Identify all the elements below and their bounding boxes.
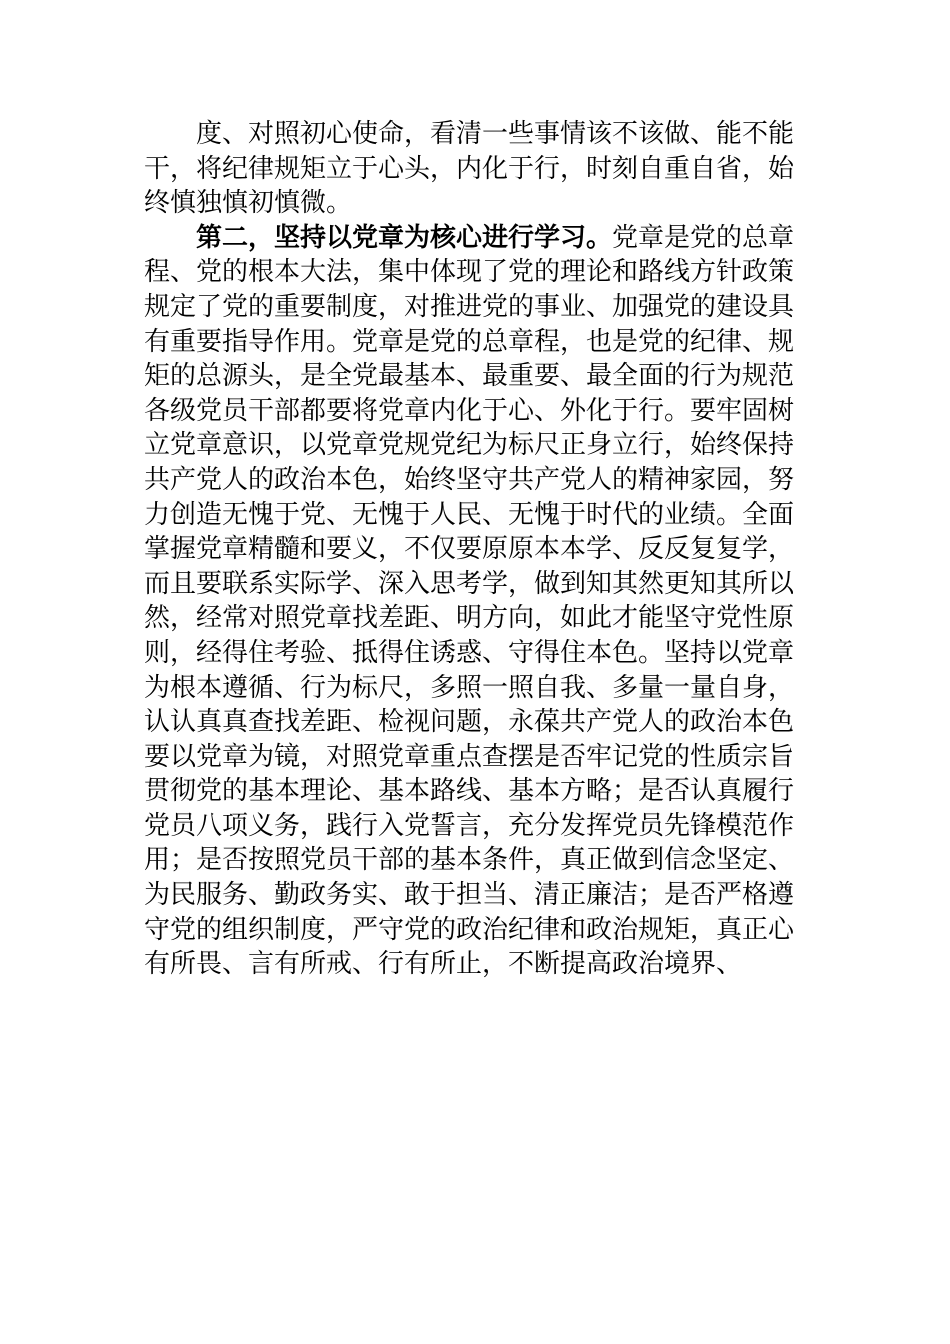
text-line: 立党章意识，以党章党规党纪为标尺正身立行，始终保持 bbox=[144, 430, 795, 461]
text-line: 党员八项义务，践行入党誓言，充分发挥党员先锋模范作 bbox=[144, 810, 795, 841]
text-line: 则，经得住考验、抵得住诱惑、守得住本色。坚持以党章 bbox=[144, 637, 795, 668]
text-line: 贯彻党的基本理论、基本路线、基本方略；是否认真履行 bbox=[144, 776, 795, 807]
text-line: 然，经常对照党章找差距、明方向，如此才能坚守党性原 bbox=[144, 603, 795, 634]
text-line: 为根本遵循、行为标尺，多照一照自我、多量一量自身， bbox=[144, 672, 795, 703]
text-line: 干，将纪律规矩立于心头，内化于行，时刻自重自省，始 bbox=[144, 153, 795, 184]
section-heading-line: 第二，坚持以党章为核心进行学习。党章是党的总章 bbox=[196, 222, 795, 253]
text-line: 为民服务、勤政务实、敢于担当、清正廉洁；是否严格遵 bbox=[144, 880, 795, 911]
text-line: 有重要指导作用。党章是党的总章程，也是党的纪律、规 bbox=[144, 326, 795, 357]
text-line: 各级党员干部都要将党章内化于心、外化于行。要牢固树 bbox=[144, 395, 795, 426]
text-line: 终慎独慎初慎微。 bbox=[144, 188, 353, 219]
text-line: 掌握党章精髓和要义，不仅要原原本本学、反反复复学， bbox=[144, 534, 795, 565]
section-heading: 第二，坚持以党章为核心进行学习。 bbox=[196, 222, 613, 253]
text-line: 守党的组织制度，严守党的政治纪律和政治规矩，真正心 bbox=[144, 914, 795, 945]
text-line: 规定了党的重要制度，对推进党的事业、加强党的建设具 bbox=[144, 291, 795, 322]
text-line: 认认真真查找差距、检视问题，永葆共产党人的政治本色 bbox=[144, 707, 795, 738]
text-line: 而且要联系实际学、深入思考学，做到知其然更知其所以 bbox=[144, 568, 795, 599]
text-line: 矩的总源头，是全党最基本、最重要、最全面的行为规范 bbox=[144, 361, 795, 392]
text-line: 要以党章为镜，对照党章重点查摆是否牢记党的性质宗旨 bbox=[144, 741, 795, 772]
text-line: 共产党人的政治本色，始终坚守共产党人的精神家园，努 bbox=[144, 464, 795, 495]
text-line: 用；是否按照党员干部的基本条件，真正做到信念坚定、 bbox=[144, 845, 795, 876]
text-line: 度、对照初心使命，看清一些事情该不该做、能不能 bbox=[196, 119, 795, 149]
text-line: 程、党的根本大法，集中体现了党的理论和路线方针政策 bbox=[144, 257, 795, 288]
text-line: 有所畏、言有所戒、行有所止，不断提高政治境界、 bbox=[144, 949, 743, 980]
text-line: 力创造无愧于党、无愧于人民、无愧于时代的业绩。全面 bbox=[144, 499, 795, 530]
body-text bbox=[144, 117, 809, 982]
